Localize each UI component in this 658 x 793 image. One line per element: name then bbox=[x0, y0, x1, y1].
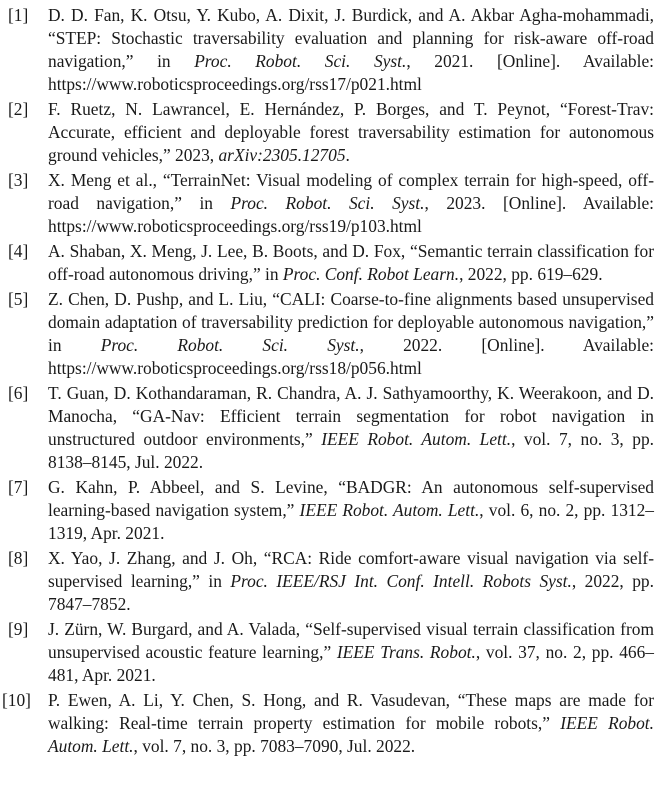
reference-authors-title: J. Zürn, W. Burgard, and A. Valada, “Self-supervised visual terrain classification from unsupervised acoustic feature learning,” bbox=[48, 619, 654, 662]
reference-item bbox=[0, 618, 658, 687]
reference-authors-title: F. Ruetz, N. Lawrancel, E. Hernández, P. Borges, and T. Peynot, “Forest-Trav: Accurate, efficient and deployable forest traversability estimation for autonomous ground vehicles,” 2023, bbox=[48, 99, 654, 165]
reference-venue: IEEE Robot. Autom. Lett. bbox=[48, 713, 654, 756]
reference-number: [8] bbox=[8, 548, 29, 568]
reference-details: . bbox=[345, 145, 350, 165]
reference-details: , 2022, pp. 619–629. bbox=[459, 264, 603, 284]
reference-details: , vol. 7, no. 3, pp. 8138–8145, Jul. 2022. bbox=[48, 429, 654, 472]
reference-authors-title: T. Guan, D. Kothandaraman, R. Chandra, A. J. Sathyamoorthy, K. Weerakoon, and D. Manocha, “GA-Nav: Efficient terrain segmentation for robot navigation in unstructured outdoor environments,” bbox=[48, 383, 654, 449]
reference-venue: IEEE Robot. Autom. Lett. bbox=[321, 429, 512, 449]
reference-text bbox=[48, 618, 654, 687]
reference-item bbox=[0, 288, 658, 380]
reference-details: , vol. 6, no. 2, pp. 1312–1319, Apr. 2021. bbox=[48, 500, 654, 543]
reference-details: , 2022. [Online]. Available: https://www.roboticsproceedings.org/rss18/p056.html bbox=[48, 335, 654, 378]
reference-details: , 2023. [Online]. Available: https://www.roboticsproceedings.org/rss19/p103.html bbox=[48, 193, 654, 236]
reference-number: [2] bbox=[8, 99, 29, 119]
reference-details: , vol. 7, no. 3, pp. 7083–7090, Jul. 2022. bbox=[133, 736, 416, 756]
reference-text bbox=[48, 689, 654, 758]
reference-details: , vol. 37, no. 2, pp. 466–481, Apr. 2021. bbox=[48, 642, 655, 685]
reference-authors-title: A. Shaban, X. Meng, J. Lee, B. Boots, and D. Fox, “Semantic terrain classification for off-road autonomous driving,” in bbox=[48, 241, 654, 284]
reference-number: [3] bbox=[8, 170, 29, 190]
reference-number: [1] bbox=[8, 5, 29, 25]
reference-details: , 2021. [Online]. Available: https://www.roboticsproceedings.org/rss17/p021.html bbox=[48, 51, 654, 94]
reference-text bbox=[48, 240, 654, 286]
reference-venue: Proc. Conf. Robot Learn. bbox=[282, 264, 460, 284]
reference-item bbox=[0, 382, 658, 474]
reference-number: [6] bbox=[8, 383, 29, 403]
reference-venue: IEEE Robot. Autom. Lett. bbox=[299, 500, 480, 520]
reference-text bbox=[48, 288, 654, 380]
reference-number: [4] bbox=[8, 241, 29, 261]
reference-authors-title: X. Meng et al., “TerrainNet: Visual modeling of complex terrain for high-speed, off-road navigation,” in bbox=[48, 170, 654, 213]
reference-venue: Proc. IEEE/RSJ Int. Conf. Intell. Robots Syst. bbox=[230, 571, 572, 591]
reference-text bbox=[48, 476, 654, 545]
reference-item bbox=[0, 476, 658, 545]
reference-venue: Proc. Robot. Sci. Syst. bbox=[194, 51, 407, 71]
reference-authors-title: D. D. Fan, K. Otsu, Y. Kubo, A. Dixit, J. Burdick, and A. Akbar Agha-mohammadi, “STEP: Stochastic traversability evaluation and planning for risk-aware off-road navigation,” in bbox=[48, 5, 654, 71]
reference-item bbox=[0, 169, 658, 238]
reference-text bbox=[48, 4, 654, 96]
reference-authors-title: Z. Chen, D. Pushp, and L. Liu, “CALI: Coarse-to-fine alignments based unsupervised domain adaptation of traversability prediction for deployable autonomous navigation,” in bbox=[48, 289, 654, 355]
reference-number: [5] bbox=[8, 289, 29, 309]
reference-venue: Proc. Robot. Sci. Syst. bbox=[100, 335, 360, 355]
reference-item bbox=[0, 4, 658, 96]
reference-authors-title: X. Yao, J. Zhang, and J. Oh, “RCA: Ride comfort-aware visual navigation via self-supervised learning,” in bbox=[48, 548, 654, 591]
reference-venue: arXiv:2305.12705 bbox=[218, 145, 346, 165]
reference-authors-title: P. Ewen, A. Li, Y. Chen, S. Hong, and R. Vasudevan, “These maps are made for walking: Real-time terrain property estimation for mobile robots,” bbox=[48, 690, 654, 733]
reference-venue: IEEE Trans. Robot. bbox=[336, 642, 476, 662]
reference-text bbox=[48, 98, 654, 167]
reference-venue: Proc. Robot. Sci. Syst. bbox=[230, 193, 425, 213]
reference-text bbox=[48, 169, 654, 238]
reference-text bbox=[48, 382, 654, 474]
reference-details: , 2022, pp. 7847–7852. bbox=[48, 571, 654, 614]
reference-list bbox=[0, 4, 658, 760]
reference-item bbox=[0, 240, 658, 286]
reference-item bbox=[0, 98, 658, 167]
reference-authors-title: G. Kahn, P. Abbeel, and S. Levine, “BADGR: An autonomous self-supervised learning-based navigation system,” bbox=[48, 477, 654, 520]
reference-item bbox=[0, 547, 658, 616]
reference-number: [7] bbox=[8, 477, 29, 497]
reference-number: [10] bbox=[2, 690, 31, 710]
reference-item bbox=[0, 689, 658, 758]
reference-text bbox=[48, 547, 654, 616]
reference-number: [9] bbox=[8, 619, 29, 639]
